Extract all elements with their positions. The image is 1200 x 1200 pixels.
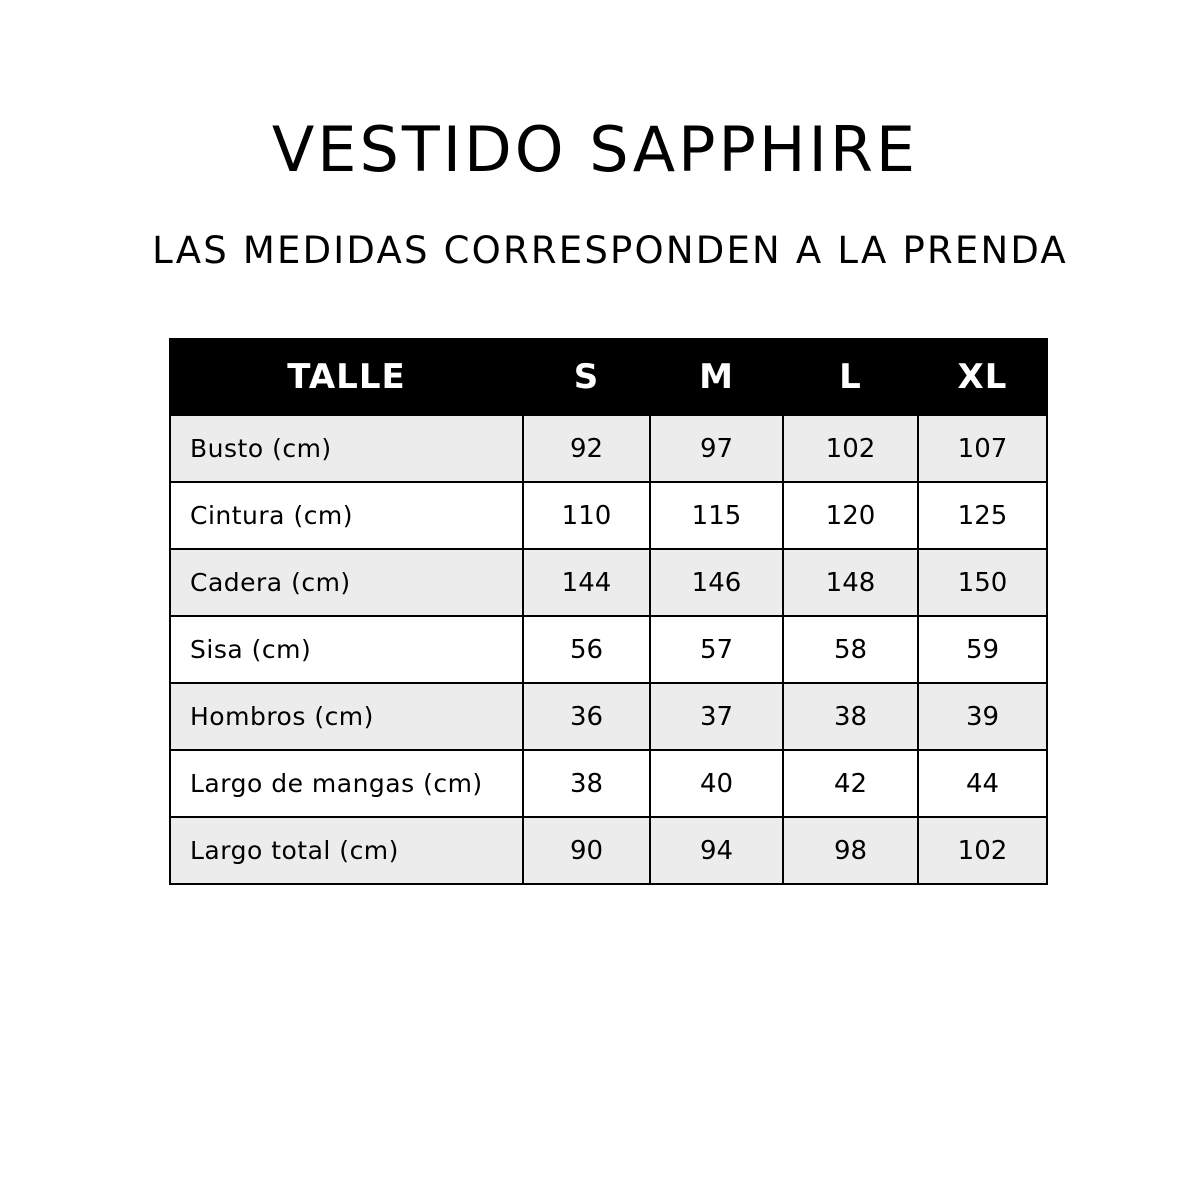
cell-value: 115 xyxy=(650,482,783,549)
size-chart-table xyxy=(169,338,1048,885)
cell-value: 38 xyxy=(523,750,650,817)
header-row xyxy=(170,339,1047,415)
cell-value: 144 xyxy=(523,549,650,616)
cell-value: 90 xyxy=(523,817,650,884)
cell-value: 150 xyxy=(918,549,1047,616)
page-title: VESTIDO SAPPHIRE xyxy=(271,113,919,186)
row-label: Hombros (cm) xyxy=(170,683,523,750)
cell-value: 98 xyxy=(783,817,918,884)
cell-value: 36 xyxy=(523,683,650,750)
table-row xyxy=(170,750,1047,817)
header-talle: TALLE xyxy=(170,339,523,415)
header-size-s: S xyxy=(523,339,650,415)
cell-value: 94 xyxy=(650,817,783,884)
table-row xyxy=(170,683,1047,750)
table-row xyxy=(170,616,1047,683)
table-row xyxy=(170,549,1047,616)
row-label: Cintura (cm) xyxy=(170,482,523,549)
cell-value: 92 xyxy=(523,415,650,482)
cell-value: 107 xyxy=(918,415,1047,482)
cell-value: 110 xyxy=(523,482,650,549)
size-chart-body xyxy=(170,415,1047,884)
row-label: Busto (cm) xyxy=(170,415,523,482)
row-label: Largo total (cm) xyxy=(170,817,523,884)
table-row xyxy=(170,415,1047,482)
table-row xyxy=(170,817,1047,884)
cell-value: 148 xyxy=(783,549,918,616)
cell-value: 125 xyxy=(918,482,1047,549)
cell-value: 38 xyxy=(783,683,918,750)
page-subtitle: LAS MEDIDAS CORRESPONDEN A LA PRENDA xyxy=(152,229,1068,272)
header-size-m: M xyxy=(650,339,783,415)
cell-value: 97 xyxy=(650,415,783,482)
cell-value: 42 xyxy=(783,750,918,817)
cell-value: 57 xyxy=(650,616,783,683)
row-label: Cadera (cm) xyxy=(170,549,523,616)
header-size-xl: XL xyxy=(918,339,1047,415)
cell-value: 44 xyxy=(918,750,1047,817)
header-size-l: L xyxy=(783,339,918,415)
cell-value: 39 xyxy=(918,683,1047,750)
cell-value: 56 xyxy=(523,616,650,683)
cell-value: 102 xyxy=(783,415,918,482)
row-label: Sisa (cm) xyxy=(170,616,523,683)
cell-value: 120 xyxy=(783,482,918,549)
cell-value: 37 xyxy=(650,683,783,750)
table-row xyxy=(170,482,1047,549)
cell-value: 40 xyxy=(650,750,783,817)
cell-value: 59 xyxy=(918,616,1047,683)
cell-value: 146 xyxy=(650,549,783,616)
size-chart-header xyxy=(170,339,1047,415)
row-label: Largo de mangas (cm) xyxy=(170,750,523,817)
cell-value: 102 xyxy=(918,817,1047,884)
cell-value: 58 xyxy=(783,616,918,683)
